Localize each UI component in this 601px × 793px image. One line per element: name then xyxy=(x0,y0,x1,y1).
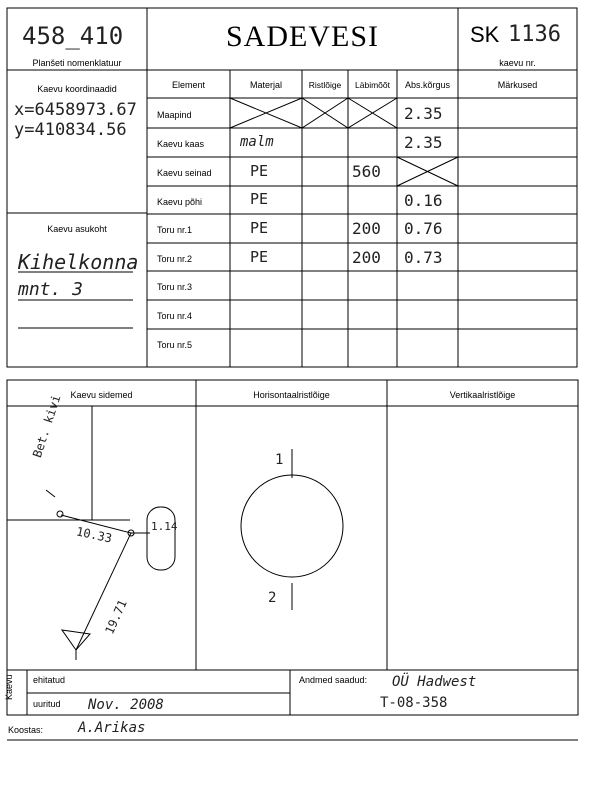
section-horizontal-title: Horisontaalristlõige xyxy=(253,390,330,400)
row-material: PE xyxy=(250,248,269,266)
wall-label: Bet. kivi xyxy=(30,393,64,460)
row-element: Kaevu põhi xyxy=(157,197,203,207)
row-abs-height: 2.35 xyxy=(404,104,443,123)
row-abs-height: 2.35 xyxy=(404,133,443,152)
distance-2: 19.71 xyxy=(102,597,130,637)
pipe-1-label: 1 xyxy=(275,452,284,468)
data-source-code: T-08-358 xyxy=(380,695,448,711)
row-abs-height: 0.16 xyxy=(404,191,443,210)
header-element: Element xyxy=(171,80,206,90)
row-element: Kaevu seinad xyxy=(157,168,212,178)
page-title: SADEVESI xyxy=(225,20,379,53)
header-cross-section: Ristlõige xyxy=(308,80,342,90)
distance-1: 10.33 xyxy=(74,524,114,546)
row-diameter: 560 xyxy=(352,162,381,181)
well-label: kaevu nr. xyxy=(499,58,536,68)
row-element: Toru nr.4 xyxy=(157,311,193,321)
sheet-label: Planšeti nomenklatuur xyxy=(32,58,122,68)
section-vertical-title: Vertikaalristlõige xyxy=(449,390,516,400)
row-material: malm xyxy=(240,134,274,150)
row-element: Maapind xyxy=(157,110,192,120)
data-source-value: OÜ Hadwest xyxy=(392,674,477,690)
location-label: Kaevu asukoht xyxy=(47,224,107,234)
coordinates-label: Kaevu koordinaadid xyxy=(37,84,117,94)
header-material: Materjal xyxy=(249,80,282,90)
row-material: PE xyxy=(250,190,269,208)
header-abs-height: Abs.kõrgus xyxy=(404,80,451,90)
location-line1: Kihelkonna xyxy=(18,250,139,274)
sheet-number: 458_410 xyxy=(22,22,124,50)
surveyed-value: Nov. 2008 xyxy=(88,697,164,713)
surveyed-label: uuritud xyxy=(33,699,61,709)
row-abs-height: 0.76 xyxy=(404,219,443,238)
header-remarks: Märkused xyxy=(497,80,538,90)
coordinate-y: y=410834.56 xyxy=(14,120,127,140)
row-element: Toru nr.2 xyxy=(157,254,193,264)
row-element: Toru nr.3 xyxy=(157,282,193,292)
location-line2: mnt. 3 xyxy=(18,279,84,300)
footer-side-label: Kaevu xyxy=(4,674,14,700)
made-by-label: Koostas: xyxy=(8,725,44,735)
header-diameter: Läbimõõt xyxy=(355,80,390,90)
built-label: ehitatud xyxy=(33,675,66,685)
well-number: 1136 xyxy=(508,22,561,47)
row-element: Toru nr.5 xyxy=(157,340,193,350)
row-diameter: 200 xyxy=(352,248,381,267)
row-diameter: 200 xyxy=(352,219,381,238)
row-material: PE xyxy=(250,162,269,180)
pipe-2-label: 2 xyxy=(268,590,277,606)
data-source-label: Andmed saadud: xyxy=(299,675,368,685)
row-element: Toru nr.1 xyxy=(157,225,193,235)
row-abs-height: 0.73 xyxy=(404,248,443,267)
row-element: Kaevu kaas xyxy=(157,139,205,149)
well-code: 1.14 xyxy=(151,520,178,533)
coordinate-x: x=6458973.67 xyxy=(14,100,137,120)
section-links-title: Kaevu sidemed xyxy=(70,390,133,400)
made-by-value: A.Arikas xyxy=(78,720,146,736)
row-material: PE xyxy=(250,219,269,237)
well-prefix: SK xyxy=(470,22,500,47)
